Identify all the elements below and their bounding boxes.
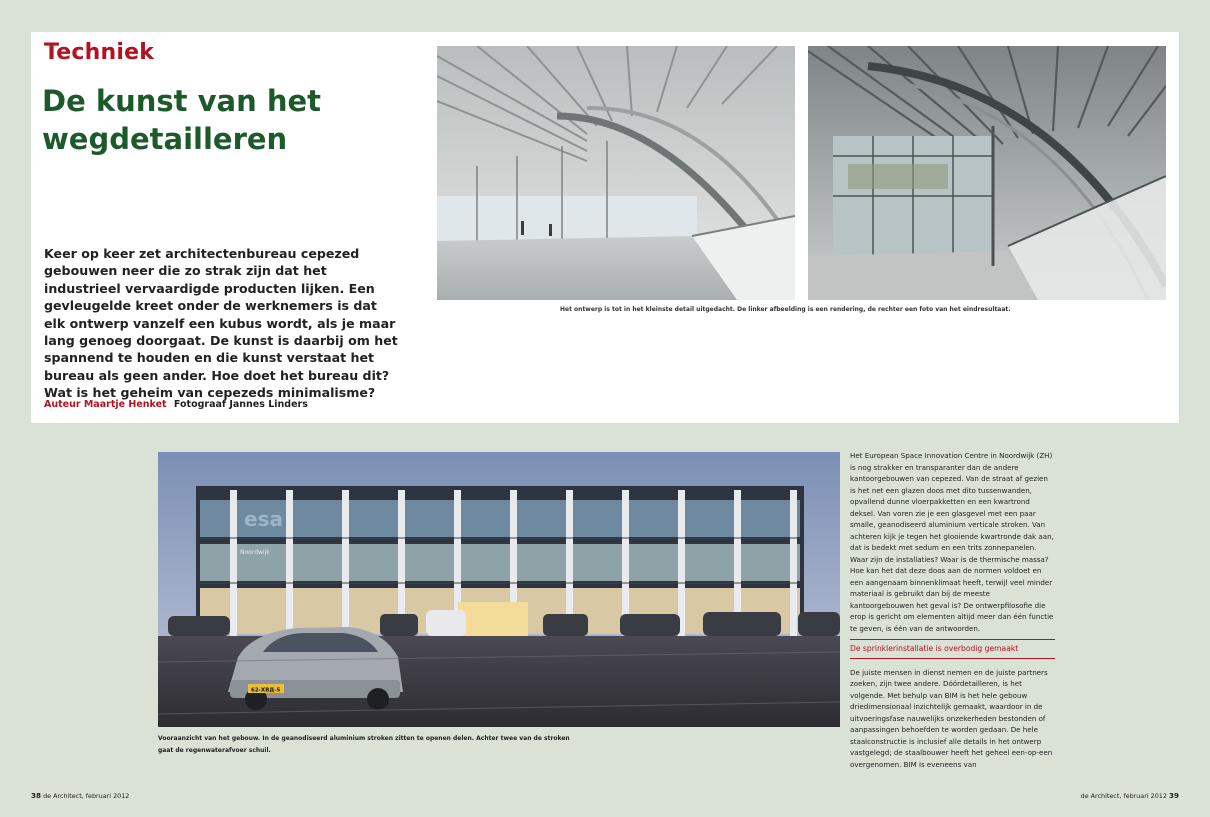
article-lede: Keer op keer zet architectenbureau cepezed gebouwen neer die zo strak zijn dat het industrieel vervaardigde producten lijken. Een gevleugelde kreet onder de werknemers is dat elk ontwerp vanzelf een kubus wordt, als je maar lang genoeg doorgaat. De kunst is daarbij om het spannend te houden en die kunst verstaat het bureau als geen ander. Hoe doet het bureau dit? Wat is het geheim van cepezeds minimalisme?: [44, 246, 398, 401]
interior-result-photo: [808, 46, 1166, 300]
esa-logo: esa: [244, 507, 283, 531]
body-subheading: De sprinklerinstallatie is overbodig gemaakt: [850, 639, 1055, 659]
publication-right: de Architect, februari 2012: [1080, 792, 1167, 800]
license-plate: 62-ХВД-5: [251, 687, 281, 694]
caption-interior: Het ontwerp is tot in het kleinste detail uitgedacht. De linker afbeelding is een rendering, de rechter een foto van het eindresultaat.: [560, 306, 1011, 313]
body-paragraph: De juiste mensen in dienst nemen en de juiste partners zoeken, zijn twee andere. Dóórdetailleren, is het volgende. Met behulp van BIM is het hele gebouw driedimensionaal inzichtelijk gemaakt, waardoor in de uitvoeringsfase nauwelijks onzekerheden bestonden of aanpassingen behoefden te worden gedaan. De hele staalconstructie is inclusief alle details in het ontwerp vastgelegd; de staalbouwer heeft het geheel een-op-een overgenomen. BIM is eveneens van: [850, 667, 1053, 769]
interior-rendering-photo: [437, 46, 795, 300]
folio-right: [1081, 791, 1179, 800]
exterior-front-photo: [158, 452, 840, 727]
credits: [44, 399, 308, 410]
caption-exterior: Vooraanzicht van het gebouw. In de geanodiseerd aluminium stroken zitten te openen delen. Achter twee van de stroken gaat de regenwaterafvoer schuil.: [158, 735, 570, 754]
photographer-credit: Fotograaf Jannes Linders: [173, 399, 308, 410]
facade-sign: Noordwijk: [240, 549, 270, 556]
folio-left: [31, 791, 129, 800]
body-paragraph: Waar zijn de installaties? Waar is de thermische massa? Hoe kan het dat deze doos aan de normen voldoet en een aangenaam binnenklimaat heeft, terwijl veel minder materiaal is gebruikt dan bij de meeste kantoorgebouwen het geval is? De ontwerpfilosofie die erop is gericht om elementen altijd meer dan één functie te geven, is één van de antwoorden.: [850, 554, 1054, 633]
page-number-right: 39: [1168, 791, 1179, 800]
author-credit: Auteur Maartje Henket: [44, 399, 167, 410]
page-number-left: 38: [31, 791, 42, 800]
article-headline: De kunst van het wegdetailleren: [42, 84, 322, 156]
section-label: Techniek: [44, 40, 155, 65]
publication-left: de Architect, februari 2012: [43, 792, 130, 800]
body-paragraph: Het European Space Innovation Centre in Noordwijk (ZH) is nog strakker en transparanter dan de andere kantoorgebouwen van cepezed. Van de straat af gezien is het net een glazen doos met dito tussenwanden, opvallend dunne vloerpakketten en een kwartrond deksel. Van voren zie je een glasgevel met een paar smalle, geanodiseerd aluminium verticale stroken. Van achteren kijk je tegen het glooiende kwartronde dak aan, dat is bedekt met sedum en een trits zonnepanelen.: [850, 451, 1054, 552]
body-column: [850, 450, 1055, 770]
